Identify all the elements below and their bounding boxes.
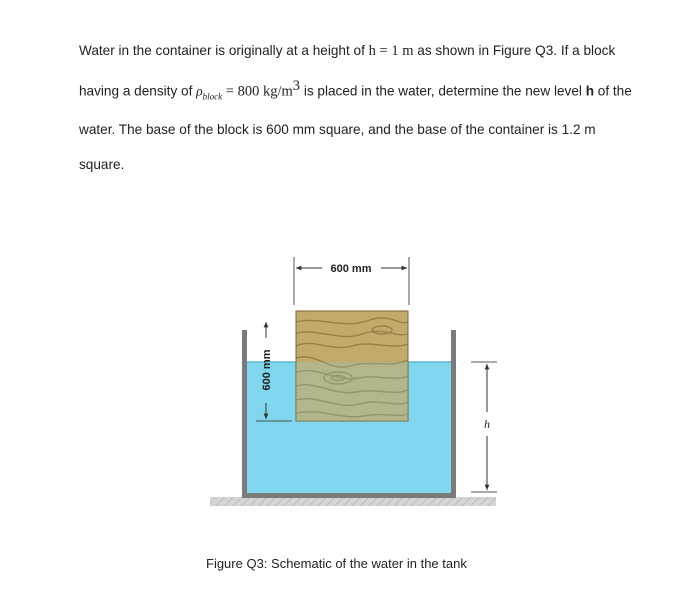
problem-text-3: is placed in the water, determine the new level	[300, 83, 586, 99]
block-width-dimension	[294, 257, 409, 305]
h-variable: h	[585, 83, 594, 99]
tank-bottom	[242, 493, 456, 498]
block-width-label: 600 mm	[330, 263, 372, 275]
water-level-dimension	[471, 362, 497, 492]
water-level-label: h	[484, 417, 490, 431]
density-equation: = 800 kg/m	[222, 83, 293, 100]
height-equation: h = 1 m	[368, 43, 414, 59]
problem-text-1: Water in the container is originally at a height of	[79, 43, 369, 58]
problem-text-2: as shown in Figure Q3. If a block having a density of	[79, 43, 616, 99]
problem-text-4: of the water. The base of the block is 600 mm square, and the base of the container is 1.2 m square.	[79, 83, 632, 172]
rho-subscript: block	[202, 90, 223, 101]
ground	[210, 497, 496, 506]
rho-symbol: ρ	[196, 83, 203, 99]
figure-caption: Figure Q3: Schematic of the water in the tank	[206, 556, 467, 571]
wooden-block	[296, 311, 408, 421]
tank-right-wall	[451, 330, 456, 497]
block-depth-label: 600 mm	[261, 349, 273, 391]
tank-left-wall	[242, 330, 247, 497]
density-exponent: 3	[292, 77, 301, 94]
